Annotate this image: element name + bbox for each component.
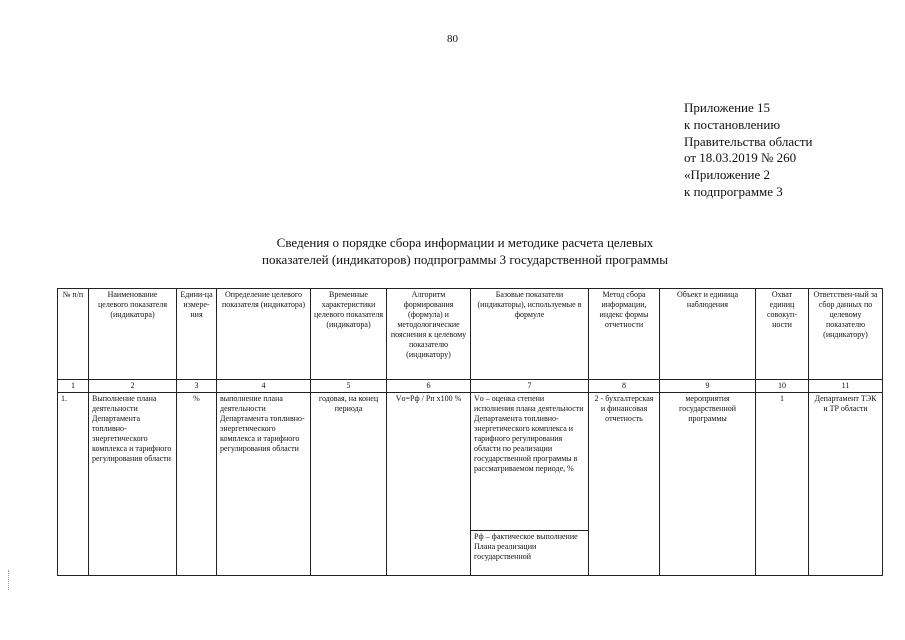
header-cell: Ответствен-ный за сбор данных по целевому показателю (индикатору) [809,289,883,380]
header-cell: Определение целевого показателя (индикатора) [217,289,311,380]
collection-method: 2 - бухгалтерская и финансовая отчетность [589,393,660,576]
header-cell: Охват единиц совокуп-ности [756,289,809,380]
appendix-line: Приложение 15 [684,100,771,115]
header-cell: Едини-ца измере-ния [177,289,217,380]
coverage: 1 [756,393,809,576]
scan-mark [8,570,12,590]
title-line: Сведения о порядке сбора информации и методике расчета целевых [276,235,654,250]
title-line: показателей (индикаторов) подпрограммы 3 государственной программы [261,252,668,267]
column-number: 10 [756,380,809,393]
column-number: 4 [217,380,311,393]
page-number: 80 [447,33,458,45]
header-cell: Объект и единица наблюдения [660,289,756,380]
header-cell: Метод сбора информации, индекс формы отчетности [589,289,660,380]
row-number: 1. [58,393,89,576]
column-number: 9 [660,380,756,393]
column-number: 5 [311,380,387,393]
column-number: 7 [471,380,589,393]
appendix-line: Правительства области [684,133,813,149]
column-number: 3 [177,380,217,393]
indicator-name: Выполнение плана деятельности Департамента топливно-энергетического комплекса и тарифного регулирования области [89,393,177,576]
header-cell: Алгоритм формирования (формула) и методологические пояснения к целевому показателю (индикатору) [387,289,471,380]
column-number: 8 [589,380,660,393]
observation-object: мероприятия государственной программы [660,393,756,576]
column-number: 1 [58,380,89,393]
unit: % [177,393,217,576]
column-number: 2 [89,380,177,393]
responsible: Департамент ТЭК и ТР области [809,393,883,576]
base-indicator-vo: Vо – оценка степени исполнения плана деятельности Департамента топливно-энергетического комплекса и тарифного регулирования области по реализации государственной программы в рассматриваемом периоде, % [471,393,588,531]
header-cell: Наименование целевого показателя (индикатора) [89,289,177,380]
appendix-line: «Приложение 2 [684,167,771,183]
document-title [200,234,730,268]
indicator-table [57,288,883,576]
base-indicator-pf: Рф – фактическое выполнение Плана реализации государственной [474,532,578,561]
column-number: 11 [809,380,883,393]
base-indicators [471,393,589,576]
appendix-line: к постановлению [684,116,781,132]
formula: Vо=Рф / Рп х100 % [387,393,471,576]
header-cell: № п/п [58,289,89,380]
table-row [58,393,883,576]
column-number: 6 [387,380,471,393]
header-cell: Базовые показатели (индикаторы), используемые в формуле [471,289,589,380]
appendix-line: от 18.03.2019 № 260 [684,150,797,166]
appendix-line: к подпрограмме 3 [684,183,783,199]
time-characteristics: годовая, на конец периода [311,393,387,576]
header-cell: Временные характеристики целевого показателя (индикатора) [311,289,387,380]
appendix-block [684,100,813,201]
column-number-row [58,380,883,393]
header-row [58,289,883,380]
indicator-definition: выполнение плана деятельности Департамента топливно-энергетического комплекса и тарифного регулирования области [217,393,311,576]
